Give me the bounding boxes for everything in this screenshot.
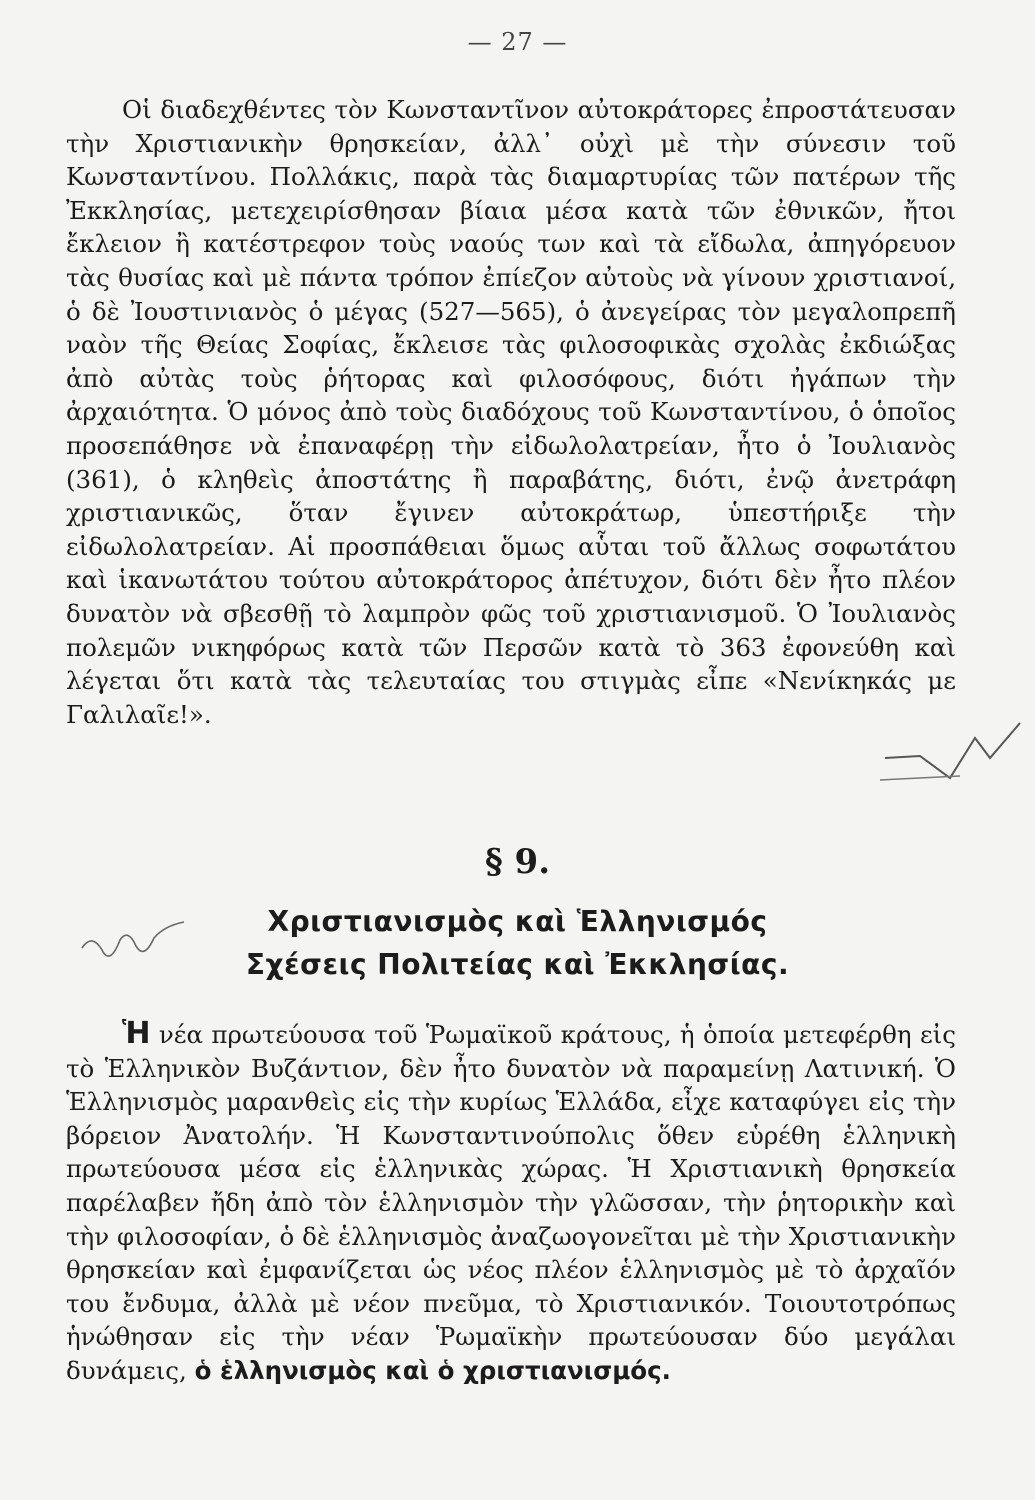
handwritten-check-mark [880,718,1030,798]
paragraph-2-block [66,1017,956,1388]
paragraph-2 [66,1017,956,1388]
section-title-line-1: Χριστιανισμὸς καὶ Ἑλληνισμός [267,905,768,938]
paragraph-2-initial: Ἡ [122,1016,151,1051]
paragraph-2-body: νέα πρωτεύουσα τοῦ Ῥωμαϊκοῦ κράτους, ἡ ὁποία μετεφέρθη εἰς τὸ Ἑλληνικὸν Βυζάντιον, δὲν ἦτο δυνατὸν νὰ παραμείνῃ Λατινική. Ὁ Ἑλληνισμὸς μαρανθεὶς εἰς τὴν κυρίως Ἑλλάδα, εἶχε καταφύγει εἰς τὴν βόρειον Ἀνατολήν. Ἡ Κωνσταντινούπολις ὅθεν εὑρέθη ἑλληνικὴ πρωτεύουσα μέσα εἰς ἑλληνικὰς χώρας. Ἡ Χριστιανικὴ θρησκεία παρέλαβεν ἤδη ἀπὸ τὸν ἑλληνισμὸν τὴν γλῶσσαν, τὴν ῥητορικὴν καὶ τὴν φιλοσοφίαν, ὁ δὲ ἑλληνισμὸς ἀναζωογονεῖται μὲ τὴν Χριστιανικὴν θρησκείαν καὶ ἐμφανίζεται ὡς νέος πλέον ἑλληνισμὸς μὲ τὸ ἀρχαῖόν του ἔνδυμα, ἀλλὰ μὲ νέον πνεῦμα, τὸ Χριστιανικόν. Τοιουτοτρόπως ἡνώθησαν εἰς τὴν νέαν Ῥωμαϊκὴν πρωτεύουσαν δύο μεγάλαι δυνάμεις, [66,1020,956,1385]
section-sign: § 9. [484,842,551,882]
section-title-line-2: Σχέσεις Πολιτείας καὶ Ἐκκλησίας. [245,948,790,981]
paragraph-2-bold-ending: ὁ ἑλληνισμὸς καὶ ὁ χριστιανισμός. [194,1355,671,1385]
paragraph-1: Οἱ διαδεχθέντες τὸν Κωνσταντῖνον αὐτοκράτορες ἐπροστάτευσαν τὴν Χριστιανικὴν θρησκείαν, ἀλλ᾽ οὐχὶ μὲ τὴν σύνεσιν τοῦ Κωνσταντίνου. Πολλάκις, παρὰ τὰς διαμαρτυρίας τῶν πατέρων τῆς Ἐκκλησίας, μετεχειρίσθησαν βίαια μέσα κατὰ τῶν ἐθνικῶν, ἤτοι ἔκλειον ἢ κατέστρεφον τοὺς ναούς των καὶ τὰ εἴδωλα, ἀπηγόρευον τὰς θυσίας καὶ μὲ πάντα τρόπον ἐπίεζον αὐτοὺς νὰ γίνουν χριστιανοί, ὁ δὲ Ἰουστινιανὸς ὁ μέγας (527—565), ὁ ἀνεγείρας τὸν μεγαλοπρεπῆ ναὸν τῆς Θείας Σοφίας, ἔκλεισε τὰς φιλοσοφικὰς σχολὰς ἐκδιώξας ἀπὸ αὐτὰς τοὺς ῥήτορας καὶ φιλοσόφους, διότι ἠγάπων τὴν ἀρχαιότητα. Ὁ μόνος ἀπὸ τοὺς διαδόχους τοῦ Κωνσταντίνου, ὁ ὁποῖος προσεπάθησε νὰ ἐπαναφέρῃ τὴν εἰδωλολατρείαν, ἦτο ὁ Ἰουλιανὸς (361), ὁ κληθεὶς ἀποστάτης ἢ παραβάτης, διότι, ἐνῷ ἀνετράφη χριστιανικῶς, ὅταν ἔγινεν αὐτοκράτωρ, ὑπεστήριξε τὴν εἰδωλολατρείαν. Αἱ προσπάθειαι ὅμως αὗται τοῦ ἄλλως σοφωτάτου καὶ ἱκανωτάτου τούτου αὐτοκράτορος ἀπέτυχον, διότι δὲν ἦτο πλέον δυνατὸν νὰ σβεσθῇ τὸ λαμπρὸν φῶς τοῦ χριστιανισμοῦ. Ὁ Ἰουλιανὸς πολεμῶν νικηφόρως κατὰ τῶν Περσῶν κατὰ τὸ 363 ἐφονεύθη καὶ λέγεται ὅτι κατὰ τὰς τελευταίας του στιγμὰς εἶπε «Νενίκηκάς με Γαλιλαῖε!». [66,95,956,729]
page-number: — 27 — [467,28,568,56]
paragraph-1-block [66,93,956,731]
